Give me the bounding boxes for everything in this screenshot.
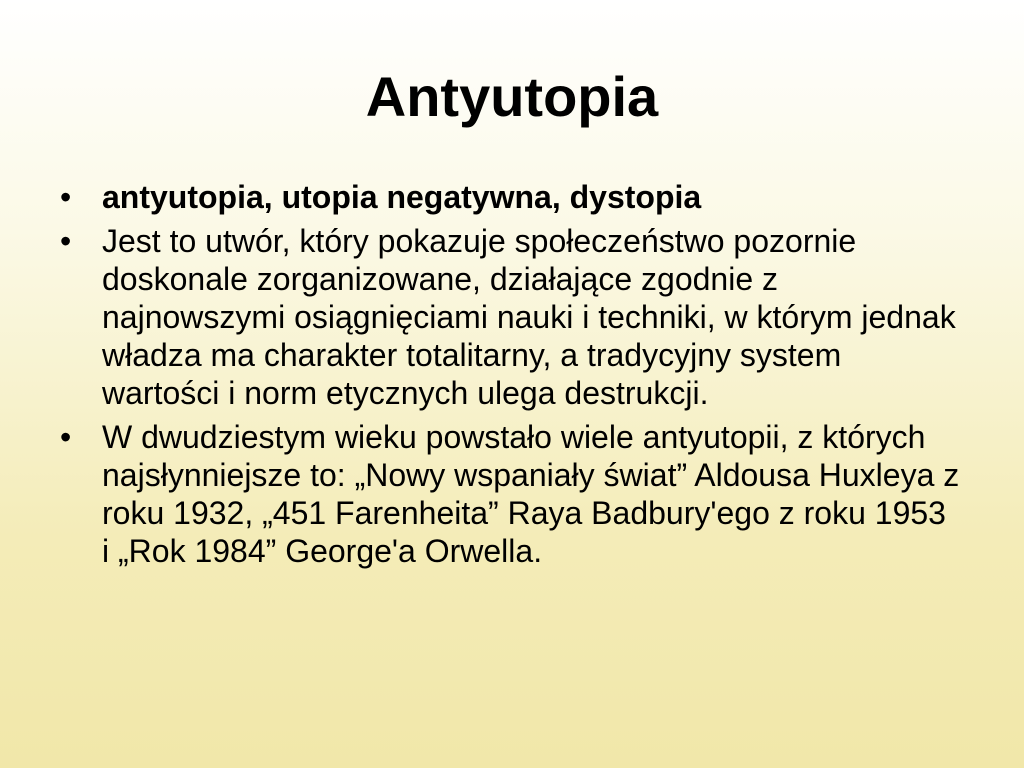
bullet-text-terms: antyutopia, utopia negatywna, dystopia <box>102 179 702 215</box>
bullet-dot-icon: • <box>60 179 72 215</box>
bullet-text-examples: W dwudziestym wieku powstało wiele antyutopii, z których najsłynniejsze to: „Nowy wspaniały świat” Aldousa Huxleya z roku 1932, „451 Farenheita” Raya Badbury'ego z roku 1953 i „Rok 1984” George'a Orwella. <box>102 419 960 569</box>
bullet-item <box>60 222 960 412</box>
bullet-dot-icon: • <box>60 223 72 259</box>
bullet-item <box>60 418 960 570</box>
slide-title: Antyutopia <box>365 65 659 128</box>
bullet-dot-icon: • <box>60 419 72 455</box>
bullet-text-definition: Jest to utwór, który pokazuje społeczeństwo pozornie doskonale zorganizowane, działające zgodnie z najnowszymi osiągnięciami nauki i techniki, w którym jednak władza ma charakter totalitarny, a tradycyjny system wartości i norm etycznych ulega destrukcji. <box>102 223 956 411</box>
bullet-item <box>60 178 960 216</box>
bullet-list <box>60 178 960 576</box>
